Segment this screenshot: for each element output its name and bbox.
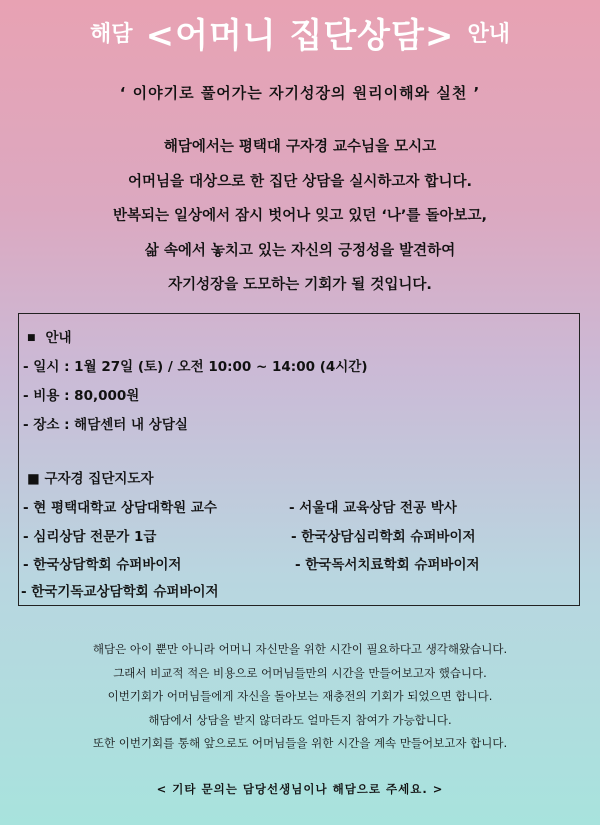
leader-career-left: - 한국상담학회 슈퍼바이저 (23, 557, 182, 573)
intro-line: 반복되는 일상에서 잠시 벗어나 잊고 있던 ‘나’를 돌아보고, (112, 208, 488, 224)
closing-line: 해담에서 상담을 받지 않더라도 얼마든지 참여가 가능합니다. (148, 712, 452, 727)
leader-career-right: - 한국독서치료학회 슈퍼바이저 (295, 557, 480, 573)
intro-paragraph (0, 130, 600, 303)
info-heading (27, 326, 72, 346)
info-heading-label: 안내 (45, 330, 72, 346)
leader-heading: ■ 구자경 집단지도자 (27, 471, 154, 487)
title-prefix: 해담 (90, 22, 133, 47)
cost-line: - 비용 : 80,000원 (23, 388, 140, 404)
leader-career-right: - 한국상담심리학회 슈퍼바이저 (291, 529, 476, 545)
closing-line: 또한 이번기회를 통해 앞으로도 어머님들을 위한 시간을 계속 만들어보고자 합니다. (92, 736, 508, 750)
closing-line: 해담은 아이 뿐만 아니라 어머니 자신만을 위한 시간이 필요하다고 생각해왔습니다. (92, 642, 508, 656)
closing-paragraph (0, 638, 600, 756)
square-bullet-icon: ■ (27, 333, 36, 343)
title-suffix: 안내 (467, 22, 510, 47)
closing-line: 그래서 비교적 적은 비용으로 어머님들만의 시간을 만들어보고자 했습니다. (113, 665, 487, 680)
place-line: - 장소 : 해담센터 내 상담실 (23, 417, 188, 433)
page-title (0, 8, 600, 57)
intro-line: 해담에서는 평택대 구자경 교수님을 모시고 (163, 139, 437, 155)
program-subtitle: ‘ 이야기로 풀어가는 자기성장의 원리이해와 실천 ’ (119, 84, 481, 102)
intro-line: 어머님을 대상으로 한 집단 상담을 실시하고자 합니다. (128, 173, 472, 190)
info-box (18, 313, 580, 606)
leader-career-right: - 서울대 교육상담 전공 박사 (289, 500, 457, 516)
leader-career-left: - 현 평택대학교 상담대학원 교수 (23, 500, 217, 516)
title-main: <어머니 집단상담> (145, 16, 455, 56)
intro-line: 자기성장을 도모하는 기회가 될 것입니다. (168, 277, 432, 293)
schedule-line: - 일시 : 1월 27일 (토) / 오전 10:00 ~ 14:00 (4시간) (23, 359, 368, 375)
leader-career-left: - 한국기독교상담학회 슈퍼바이저 (21, 584, 219, 600)
leader-career-left: - 심리상담 전문가 1급 (23, 529, 157, 545)
closing-line: 이번기회가 어머님들에게 자신을 돌아보는 재충전의 기회가 되었으면 합니다. (107, 689, 493, 703)
intro-line: 삶 속에서 놓치고 있는 자신의 긍정성을 발견하여 (144, 242, 456, 259)
contact-note: < 기타 문의는 담당선생님이나 해담으로 주세요. > (156, 782, 444, 796)
